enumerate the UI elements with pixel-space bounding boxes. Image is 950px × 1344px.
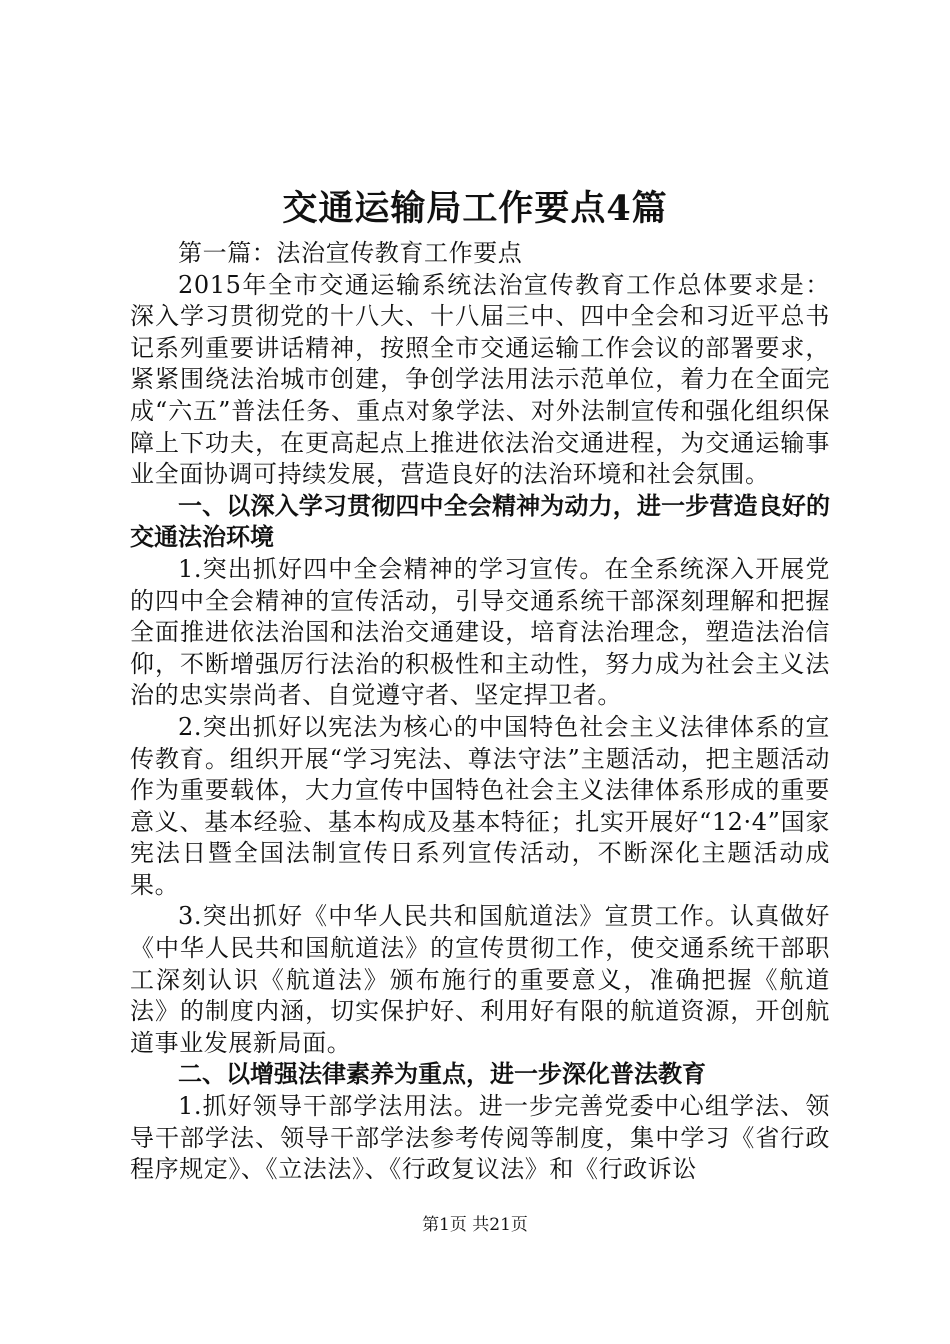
body-paragraph: 3.突出抓好《中华人民共和国航道法》宣贯工作。认真做好《中华人民共和国航道法》的宣传贯彻工作，使交通系统干部职工深刻认识《航道法》颁布施行的重要意义，准确把握《航道法》的制度内涵，切实保护好、利用好有限的航道资源，开创航道事业发展新局面。 <box>130 902 830 1057</box>
body-paragraph: 1.突出抓好四中全会精神的学习宣传。在全系统深入开展党的四中全会精神的宣传活动，引导交通系统干部深刻理解和把握全面推进依法治国和法治交通建设，培育法治理念，塑造法治信仰，不断增强厉行法治的积极性和主动性，努力成为社会主义法治的忠实崇尚者、自觉遵守者、坚定捍卫者。 <box>130 554 830 710</box>
page-footer: 第1页 共21页 <box>422 1215 528 1235</box>
document-body <box>130 238 830 1186</box>
body-paragraph: 2015年全市交通运输系统法治宣传教育工作总体要求是：深入学习贯彻党的十八大、十八届三中、四中全会和习近平总书记系列重要讲话精神，按照全市交通运输工作会议的部署要求，紧紧围绕法治城市创建，争创学法用法示范单位，着力在全面完成“六五”普法任务、重点对象学法、对外法制宣传和强化组织保障上下功夫，在更高起点上推进依法治交通进程，为交通运输事业全面协调可持续发展，营造良好的法治环境和社会氛围。 <box>130 270 830 489</box>
section-title: 第一篇：法治宣传教育工作要点 <box>178 239 523 267</box>
section-heading: 二、以增强法律素养为重点，进一步深化普法教育 <box>178 1060 706 1089</box>
body-paragraph: 1.抓好领导干部学法用法。进一步完善党委中心组学法、领导干部学法、领导干部学法参考传阅等制度，集中学习《省行政程序规定》、《立法法》、《行政复议法》和《行政诉讼 <box>130 1092 830 1184</box>
document-title: 交通运输局工作要点4篇 <box>282 188 668 229</box>
section-heading: 一、以深入学习贯彻四中全会精神为动力，进一步营造良好的交通法治环境 <box>130 491 830 552</box>
body-paragraph: 2.突出抓好以宪法为核心的中国特色社会主义法律体系的宣传教育。组织开展“学习宪法、尊法守法”主题活动，把主题活动作为重要载体，大力宣传中国特色社会主义法律体系形成的重要意义、基本经验、基本构成及基本特征；扎实开展好“12·4”国家宪法日暨全国法制宣传日系列宣传活动，不断深化主题活动成果。 <box>130 712 830 899</box>
